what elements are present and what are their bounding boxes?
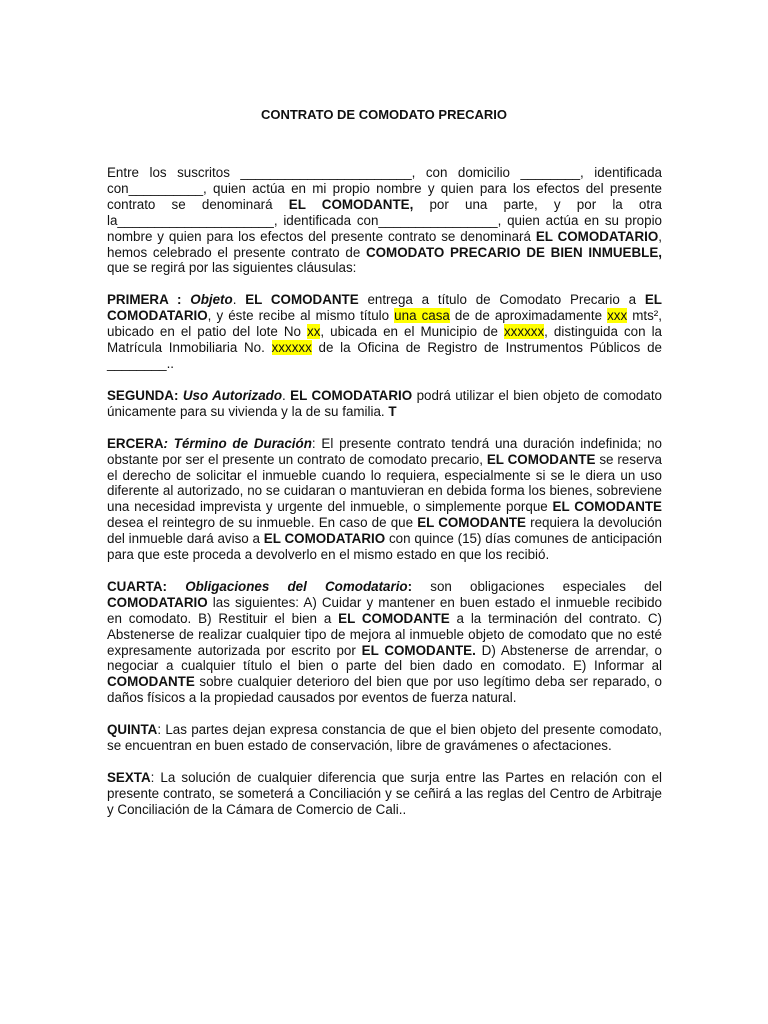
contract-title: CONTRATO DE COMODATO PRECARIO	[260, 107, 508, 122]
party-comodatario: EL COMODATARIO	[263, 531, 386, 547]
clause-heading: Obligaciones del Comodatario	[185, 578, 408, 594]
text: por una parte, y por la otra la_____________________, identificada con________________, quien actúa en su propio nombre y quien para los efectos del presente contrato se denominará	[107, 196, 662, 244]
party-comodatario: EL COMODATARIO	[290, 387, 413, 403]
clause-label: SEXTA	[107, 770, 151, 785]
text: D) Abstenerse de arrendar, o negociar a cualquier título el bien o parte del bien dado en comodato. E) Informar al	[107, 642, 662, 674]
party-comodante: COMODANTE	[107, 674, 195, 690]
clause-heading: Uso Autorizado	[182, 387, 283, 403]
party-comodatario: COMODATARIO	[107, 594, 208, 610]
clause-label: ERCERA	[107, 435, 164, 451]
contract-body	[107, 165, 662, 818]
highlighted-placeholder: xxx	[607, 308, 628, 324]
contract-type: COMODATO PRECARIO DE BIEN INMUEBLE,	[365, 244, 662, 260]
text: , distinguida con la Matrícula Inmobiliaria No.	[107, 324, 662, 356]
clause-segunda	[107, 388, 662, 420]
clause-primera	[107, 292, 662, 372]
intro-paragraph	[107, 165, 662, 276]
text: que se regirá por las siguientes cláusulas:	[107, 260, 357, 276]
clause-label: SEGUNDA:	[107, 387, 179, 403]
party-comodante: EL COMODANTE	[486, 451, 596, 467]
clause-sexta	[107, 770, 662, 818]
text: : El presente contrato tendrá una duración indefinida; no obstante por ser el presente un contrato de comodato precario,	[107, 435, 662, 467]
text: requiera la devolución del inmueble dará aviso a	[107, 515, 662, 547]
party-comodante: EL COMODANTE,	[288, 196, 414, 212]
text: se reserva el derecho de solicitar el inmueble cuando lo requiera, especialmente si se le diera un uso diferente al autorizado, no se cuidaran o mantuvieran en debida forma los bienes, sobreviene una necesidad imprevista y urgente del inmueble, o simplemente porque	[107, 451, 662, 515]
text: desea el reintegro de su inmueble. En caso de que	[107, 515, 418, 531]
clause-tercera	[107, 436, 662, 563]
text: de de aproximadamente	[449, 308, 608, 324]
text: , y éste recibe al mismo título	[207, 308, 395, 324]
clause-heading: : Término de Duración	[163, 435, 312, 451]
text: con quince (15) días comunes de anticipación para que este proceda a devolverlo en el mismo estado en que los recibió.	[107, 531, 662, 563]
text: , hemos celebrado el presente contrato de	[107, 228, 662, 260]
party-comodante: EL COMODANTE	[552, 499, 662, 515]
clause-label: PRIMERA :	[107, 292, 182, 308]
stray-letter: T	[388, 403, 397, 419]
text: : La solución de cualquier diferencia que surja entre las Partes en relación con el presente contrato, se someterá a Conciliación y se ceñirá a las reglas del Centro de Arbitraje y Conciliación de la Cámara de Comercio de Cali..	[107, 770, 662, 817]
text: podrá utilizar el bien objeto de comodato únicamente para su vivienda y la de su familia.	[107, 387, 662, 419]
text: Entre los suscritos _______________________, con domicilio ________, identificada con__________, quien actúa en mi propio nombre y quien para los efectos del presente contrato se denominará	[107, 165, 662, 212]
text: son obligaciones especiales del	[412, 578, 662, 594]
colon: :	[407, 578, 413, 594]
party-comodante: EL COMODANTE	[338, 610, 450, 626]
text: .	[282, 387, 291, 403]
party-comodatario: EL COMODATARIO	[107, 292, 662, 324]
text: de la Oficina de Registro de Instrumentos Públicos de ________..	[107, 340, 662, 371]
text: .	[232, 292, 246, 308]
highlighted-text: una casa	[394, 308, 450, 324]
clause-heading: Objeto	[190, 292, 233, 308]
clause-cuarta	[107, 579, 662, 706]
party-comodatario: EL COMODATARIO	[535, 228, 659, 244]
highlighted-placeholder: xx	[307, 324, 321, 340]
text: sobre cualquier deterioro del bien que por uso legítimo deba ser reparado, o daños físicos a la propiedad causados por eventos de fuerza natural.	[107, 674, 662, 706]
text: , ubicada en el Municipio de	[320, 324, 504, 340]
text: entrega a título de Comodato Precario a	[358, 292, 645, 308]
party-comodante: EL COMODANTE	[417, 515, 526, 531]
clause-label: QUINTA	[107, 722, 158, 738]
party-comodante: EL COMODANTE.	[361, 642, 476, 658]
party-comodante: EL COMODANTE	[245, 292, 359, 308]
clause-label: CUARTA:	[107, 578, 167, 594]
clause-quinta	[107, 722, 662, 754]
text: a la terminación del contrato. C) Abstenerse de realizar cualquier tipo de mejora al inmueble objeto de comodato que no esté expresamente autorizada por escrito por	[107, 610, 663, 658]
highlighted-placeholder: xxxxxx	[503, 324, 545, 340]
text: : Las partes dejan expresa constancia de que el bien objeto del presente comodato, se encuentran en buen estado de conservación, libre de gravámenes o afectaciones.	[107, 722, 662, 754]
text: las siguientes: A) Cuidar y mantener en buen estado el inmueble recibido en comodato. B) Restituir el bien a	[107, 594, 662, 626]
text: mts², ubicado en el patio del lote No	[107, 308, 662, 340]
highlighted-placeholder: xxxxxx	[271, 340, 312, 356]
